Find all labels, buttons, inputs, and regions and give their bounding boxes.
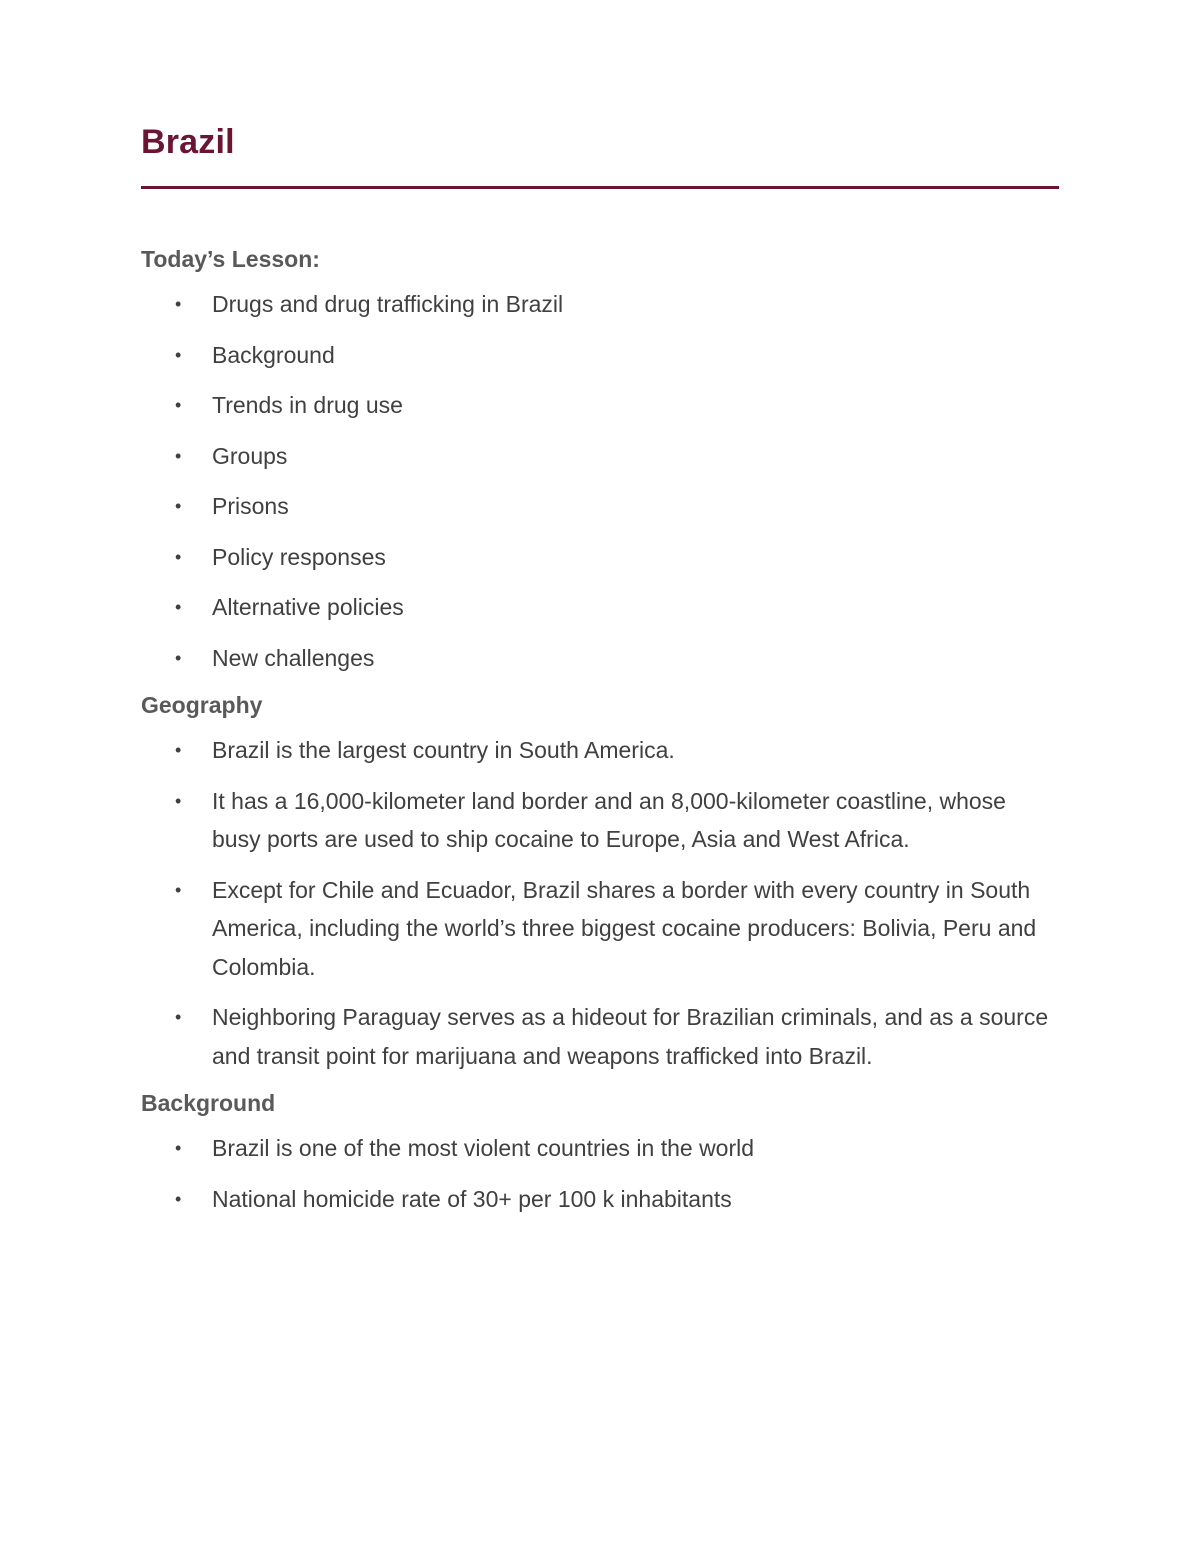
title-divider bbox=[141, 186, 1059, 189]
bullet-icon: • bbox=[175, 1188, 182, 1209]
list-item bbox=[141, 437, 1059, 476]
section-heading-geography: Geography bbox=[141, 692, 263, 718]
bullet-icon: • bbox=[175, 597, 182, 617]
lesson-bullet-list bbox=[141, 285, 1059, 677]
list-item-text: Prisons bbox=[212, 493, 289, 519]
bullet-icon: • bbox=[175, 647, 182, 668]
bullet-icon: • bbox=[175, 546, 182, 567]
list-item-text: Except for Chile and Ecuador, Brazil shares a border with every country in South America, including the world’s three biggest cocaine producers: Bolivia, Peru and Colombia. bbox=[212, 876, 1037, 980]
document-page bbox=[141, 112, 1059, 1218]
bullet-icon: • bbox=[175, 496, 182, 516]
list-item bbox=[141, 588, 1059, 627]
list-item-text: New challenges bbox=[212, 644, 375, 671]
list-item-text: Drugs and drug trafficking in Brazil bbox=[212, 291, 564, 317]
list-item bbox=[141, 285, 1059, 324]
document-title: Brazil bbox=[141, 123, 235, 161]
bullet-icon: • bbox=[175, 1007, 182, 1027]
list-item-text: Policy responses bbox=[212, 543, 386, 570]
list-item-text: Alternative policies bbox=[212, 594, 404, 620]
bullet-icon: • bbox=[175, 1138, 182, 1158]
geography-bullet-list bbox=[141, 731, 1059, 1075]
list-item bbox=[141, 336, 1059, 375]
list-item bbox=[141, 782, 1059, 859]
list-item bbox=[141, 871, 1059, 987]
bullet-icon: • bbox=[175, 294, 182, 314]
section-heading-todays-lesson: Today’s Lesson: bbox=[141, 246, 320, 272]
list-item-text: National homicide rate of 30+ per 100 k inhabitants bbox=[212, 1185, 732, 1212]
bullet-icon: • bbox=[175, 445, 182, 466]
list-item bbox=[141, 538, 1059, 577]
background-bullet-list bbox=[141, 1129, 1059, 1218]
list-item bbox=[141, 639, 1059, 678]
bullet-icon: • bbox=[175, 395, 182, 415]
list-item-text: Brazil is the largest country in South America. bbox=[212, 737, 675, 763]
list-item bbox=[141, 1180, 1059, 1219]
list-item-text: Trends in drug use bbox=[212, 392, 403, 418]
list-item bbox=[141, 487, 1059, 526]
list-item bbox=[141, 386, 1059, 425]
list-item bbox=[141, 998, 1059, 1075]
bullet-icon: • bbox=[175, 740, 182, 760]
bullet-icon: • bbox=[175, 879, 182, 900]
list-item-text: It has a 16,000-kilometer land border and an 8,000-kilometer coastline, whose busy ports are used to ship cocaine to Europe, Asia and West Africa. bbox=[212, 787, 1006, 852]
list-item bbox=[141, 731, 1059, 770]
list-item-text: Brazil is one of the most violent countries in the world bbox=[212, 1135, 755, 1161]
section-heading-background: Background bbox=[141, 1090, 276, 1116]
bullet-icon: • bbox=[175, 344, 182, 365]
list-item-text: Background bbox=[212, 341, 335, 368]
list-item bbox=[141, 1129, 1059, 1168]
bullet-icon: • bbox=[175, 790, 182, 811]
list-item-text: Neighboring Paraguay serves as a hideout for Brazilian criminals, and as a source and transit point for marijuana and weapons trafficked into Brazil. bbox=[212, 1004, 1049, 1069]
list-item-text: Groups bbox=[212, 442, 288, 469]
